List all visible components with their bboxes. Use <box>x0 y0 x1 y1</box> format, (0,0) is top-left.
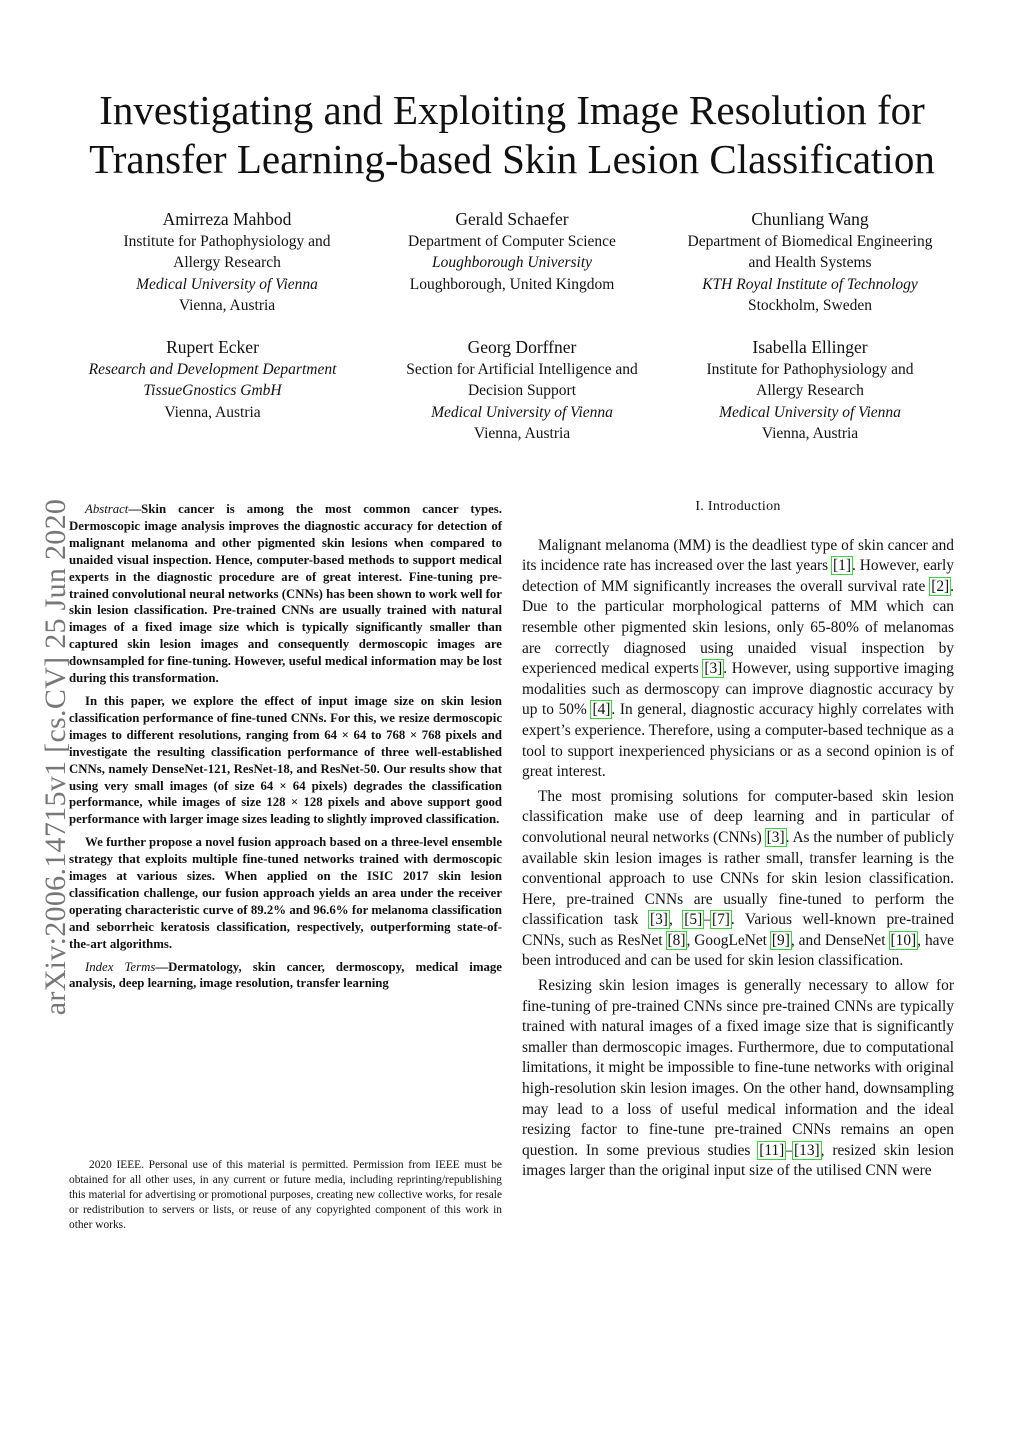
author-location: Vienna, Austria <box>473 424 571 442</box>
text-run: – <box>785 1141 793 1159</box>
author-location: Stockholm, Sweden <box>748 296 872 314</box>
author-name: Georg Dorffner <box>467 337 577 357</box>
text-run: . As the number of publicly available skin lesion images is rather small, transfer learning is the conventional approach to use CNNs for skin lesion classification. Here, pre-trained CNNs are usually fine-tuned to perform the classification task <box>522 828 955 929</box>
text-run: The most promising solutions for computer-based skin lesion classification make use of deep learning and in particular of convolutional neural networks (CNNs) <box>522 787 954 846</box>
author-location: Vienna, Austria <box>164 403 261 421</box>
author-affiliation: Allergy Research <box>173 254 281 272</box>
author-affiliation: Section for Artificial Intelligence and <box>406 361 638 378</box>
text-run: Resizing skin lesion images is generally necessary to allow for fine-tuning of pre-trained CNNs since pre-trained CNNs are typically trained with natural images of a fixed image size that is significantly smaller than dermoscopic images. Furthermore, due to computational limitations, it might be impossible to fine-tune networks with original high-resolution skin lesion images. On the other hand, downsampling may lead to a loss of useful medical information and the ideal resizing factor to fine-tune pre-trained CNNs remains an open question. In some previous studies <box>522 977 954 1159</box>
author-location: Vienna, Austria <box>178 296 276 314</box>
author-affiliation: Institute for Pathophysiology and <box>706 361 914 378</box>
text-run: , and DenseNet <box>790 931 890 949</box>
index-terms-text: —Dermatology, skin cancer, dermoscopy, medical image analysis, deep learning, image resolution, transfer learning <box>69 959 502 991</box>
author-affiliation: Research and Development Department <box>88 361 337 378</box>
introduction-section <box>522 497 954 1186</box>
citation-link[interactable]: [7] <box>711 911 730 929</box>
abstract-label: Abstract <box>85 502 129 516</box>
text-run: , resized skin lesion images larger than the original input size of the utilised CNN were <box>522 1141 954 1180</box>
citation-link[interactable]: [4] <box>592 701 611 719</box>
text-run: . Various well-known pre-trained CNNs, such as ResNet <box>522 911 954 949</box>
citation-link[interactable]: [9] <box>771 931 790 949</box>
citation-link[interactable]: [3] <box>704 660 723 678</box>
text-run: Malignant melanoma (MM) is the deadliest type of skin cancer and its incidence rate has increased over the last years <box>522 536 954 575</box>
author-institution: TissueGnostics GmbH <box>143 382 282 400</box>
author-institution: KTH Royal Institute of Technology <box>702 275 918 293</box>
author-block <box>660 207 960 316</box>
text-run: . In general, diagnostic accuracy highly correlates with expert’s experience. Therefore, using a computer-based technique as a tool to support inexperienced physicians or as a second opinion is of great interest. <box>522 701 954 781</box>
author-block <box>60 335 365 423</box>
author-affiliation: and Health Systems <box>748 254 872 272</box>
index-terms-label: Index Terms <box>85 959 156 974</box>
abstract-paragraph <box>69 501 502 687</box>
title-line-2: Transfer Learning-based Skin Lesion Classification <box>89 136 935 182</box>
author-affiliation: Allergy Research <box>756 382 864 400</box>
author-name: Rupert Ecker <box>166 337 259 357</box>
abstract-text: —Skin cancer is among the most common cancer types. Dermoscopic image analysis improves the diagnostic accuracy for detection of malignant melanoma and other pigmented skin lesions when compared to unaided visual inspection. Hence, computer-based methods to support medical experts in the diagnostic procedure are of great interest. Fine-tuning pre-trained convolutional neural networks (CNNs) has been shown to work well for skin lesion classification. Pre-trained CNNs are usually trained with natural images of a fixed image size which is typically significantly smaller than captured skin lesion images and consequently dermoscopic images are downsampled for fine-tuning. However, useful medical information may be lost during this transformation. <box>69 502 502 686</box>
author-block <box>372 335 672 444</box>
author-block <box>372 207 652 295</box>
citation-link[interactable]: [11] <box>759 1141 785 1159</box>
text-run: . However, using supportive imaging modalities such as dermoscopy can improve diagnostic accuracy by up to 50% <box>522 660 954 719</box>
author-institution: Medical University of Vienna <box>136 275 318 293</box>
citation-link[interactable]: [8] <box>667 931 686 949</box>
author-affiliation: Decision Support <box>467 382 577 400</box>
citation-link[interactable]: [13] <box>794 1141 820 1159</box>
text-run: . However, early detection of MM significantly increases the overall survival rate <box>522 557 954 595</box>
abstract-paragraph: In this paper, we explore the effect of input image size on skin lesion classification performance of fine-tuned CNNs. For this, we resize dermoscopic images to different resolutions, ranging from 64 × 64 to 768 × 768 pixels and investigate the resulting classification performance of three well-established CNNs, namely DenseNet-121, ResNet-18, and ResNet-50. Our results show that using very small images (of size 64 × 64 pixels) degrades the classification performance, while images of size 128 × 128 pixels and above support good performance with larger image sizes leading to slightly improved classification. <box>69 693 502 827</box>
citation-link[interactable]: [3] <box>766 828 785 846</box>
body-paragraph <box>522 787 954 972</box>
title-line-1: Investigating and Exploiting Image Resolution for <box>99 87 925 133</box>
citation-link[interactable]: [2] <box>931 577 950 595</box>
author-institution: Medical University of Vienna <box>719 403 901 421</box>
author-institution: Medical University of Vienna <box>431 403 613 421</box>
text-run: . Due to the particular morphological patterns of MM which can resemble other pigmented skin lesions, only 65-80% of melanomas are correctly diagnosed using unaided visual inspection by experienced medical experts <box>522 577 954 678</box>
author-name: Gerald Schaefer <box>455 209 569 229</box>
abstract-section <box>69 501 502 998</box>
copyright-notice <box>69 1158 502 1233</box>
citation-link[interactable]: [1] <box>833 557 851 575</box>
text-run: , GoogLeNet <box>686 931 771 949</box>
author-name: Isabella Ellinger <box>752 337 868 357</box>
author-block <box>87 207 367 316</box>
paper-title <box>40 86 984 184</box>
citation-link[interactable]: [3] <box>649 911 668 929</box>
copyright-text: 2020 IEEE. Personal use of this material is permitted. Permission from IEEE must be obtained for all other uses, in any current or future media, including reprinting/republishing this material for advertising or promotional purposes, creating new collective works, for resale or redistribution to servers or lists, or reuse of any copyrighted component of this work in other works. <box>69 1159 502 1231</box>
author-name: Amirreza Mahbod <box>162 209 292 229</box>
text-run: , have been introduced and can be used for skin lesion classification. <box>522 931 955 970</box>
author-location: Loughborough, United Kingdom <box>409 275 615 293</box>
author-affiliation: Institute for Pathophysiology and <box>123 233 331 250</box>
section-heading: I. Introduction <box>695 499 781 514</box>
author-location: Vienna, Austria <box>761 424 859 442</box>
body-paragraph <box>522 536 954 783</box>
body-paragraph <box>522 976 954 1182</box>
author-affiliation: Department of Biomedical Engineering <box>687 233 933 250</box>
text-run: , <box>668 911 684 929</box>
index-terms <box>69 959 502 993</box>
abstract-paragraph: We further propose a novel fusion approach based on a three-level ensemble strategy that exploits multiple fine-tuned networks trained with dermoscopic images at various sizes. When applied on the ISIC 2017 skin lesion classification challenge, our fusion approach yields an area under the receiver operating characteristic curve of 89.2% and 96.6% for melanoma classification and seborrheic keratosis classification, respectively, outperforming state-of-the-art algorithms. <box>69 835 502 951</box>
author-name: Chunliang Wang <box>751 209 869 229</box>
author-affiliation: Department of Computer Science <box>408 233 616 250</box>
arxiv-stamp: arXiv:2006.14715v1 [cs.CV] 25 Jun 2020 <box>39 498 72 1016</box>
citation-link[interactable]: [10] <box>890 931 917 949</box>
text-run: – <box>703 911 711 929</box>
author-block <box>666 335 954 444</box>
author-institution: Loughborough University <box>431 254 593 272</box>
citation-link[interactable]: [5] <box>684 911 703 929</box>
